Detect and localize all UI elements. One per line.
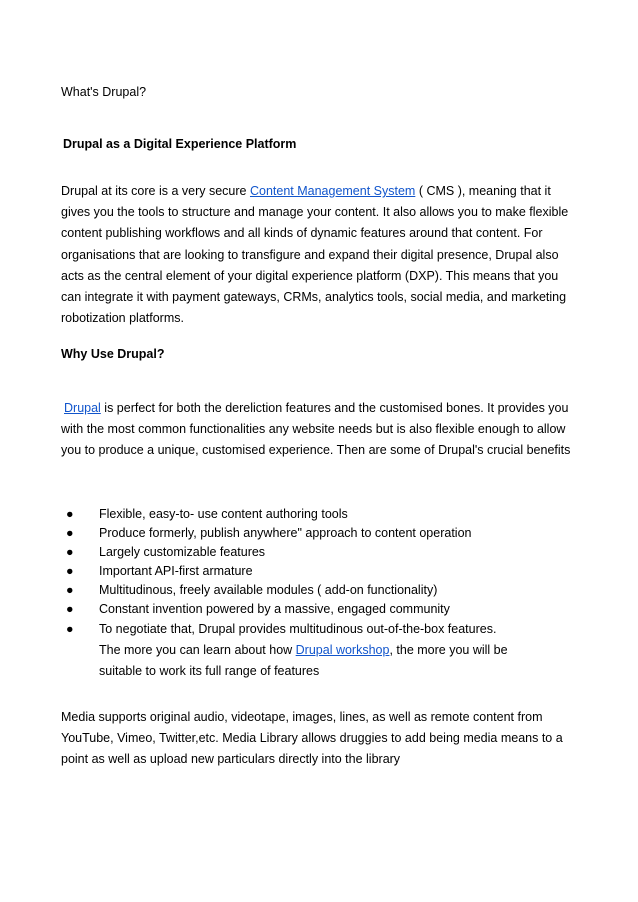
paragraph-text: is perfect for both the dereliction features and the customised bones. It provides you with the most common functionalities any website needs but is also flexible enough to allow you to produce a unique, customised experience. Then are some of Drupal's crucial benefits: [61, 401, 571, 458]
heading-digital-experience-platform: Drupal as a Digital Experience Platform: [63, 137, 297, 151]
bullet-icon: ●: [66, 602, 74, 616]
list-item: [61, 600, 561, 619]
paragraph-text: ( CMS ), meaning that it gives you the tools to structure and manage your content. It also allows you to make flexible content publishing workflows and all kinds of dynamic features around that content. For organisations that are looking to transfigure and expand their digital presence, Drupal also acts as the central element of your digital experience platform (DXP). This means that you can integrate it with payment gateways, CRMs, analytics tools, social media, and marketing robotization platforms.: [61, 184, 569, 326]
list-item: [61, 581, 561, 600]
paragraph-media: Media supports original audio, videotape, images, lines, as well as remote content from YouTube, Vimeo, Twitter,etc. Media Library allows druggies to add being media means to a point as well as upload new particulars directly into the library: [61, 710, 563, 767]
drupal-workshop-link[interactable]: Drupal workshop: [295, 643, 390, 657]
bullet-icon: ●: [66, 583, 74, 597]
heading-why-use-drupal: Why Use Drupal?: [61, 347, 165, 361]
benefits-list: [61, 505, 561, 682]
list-item: [61, 562, 561, 581]
list-item-text: Largely customizable features: [99, 545, 266, 559]
list-item-text: Multitudinous, freely available modules ( add-on functionality): [99, 583, 438, 597]
list-item-text: To negotiate that, Drupal provides multitudinous out-of-the-box features. The more you can learn about how: [99, 622, 497, 657]
list-item-text: Important API-first armature: [99, 564, 253, 578]
paragraph-text: Drupal at its core is a very secure: [61, 184, 250, 198]
list-item: [61, 524, 561, 543]
bullet-icon: ●: [66, 545, 74, 559]
list-item: [61, 505, 561, 524]
cms-link[interactable]: Content Management System: [249, 184, 416, 198]
bullet-icon: ●: [66, 622, 74, 636]
paragraph-why-drupal: [61, 398, 581, 462]
list-item-text: Flexible, easy-to- use content authoring tools: [99, 507, 348, 521]
list-item-text: , the more you will be suitable to work its full range of features: [99, 643, 508, 678]
list-item: [61, 619, 561, 682]
paragraph-drupal-core: [61, 181, 581, 329]
drupal-link[interactable]: Drupal: [64, 401, 101, 415]
bullet-icon: ●: [66, 507, 74, 521]
title-line: What's Drupal?: [61, 85, 147, 99]
list-item-text: Produce formerly, publish anywhere" approach to content operation: [99, 526, 472, 540]
bullet-icon: ●: [66, 564, 74, 578]
list-item-text: Constant invention powered by a massive, engaged community: [99, 602, 450, 616]
bullet-icon: ●: [66, 526, 74, 540]
list-item: [61, 543, 561, 562]
